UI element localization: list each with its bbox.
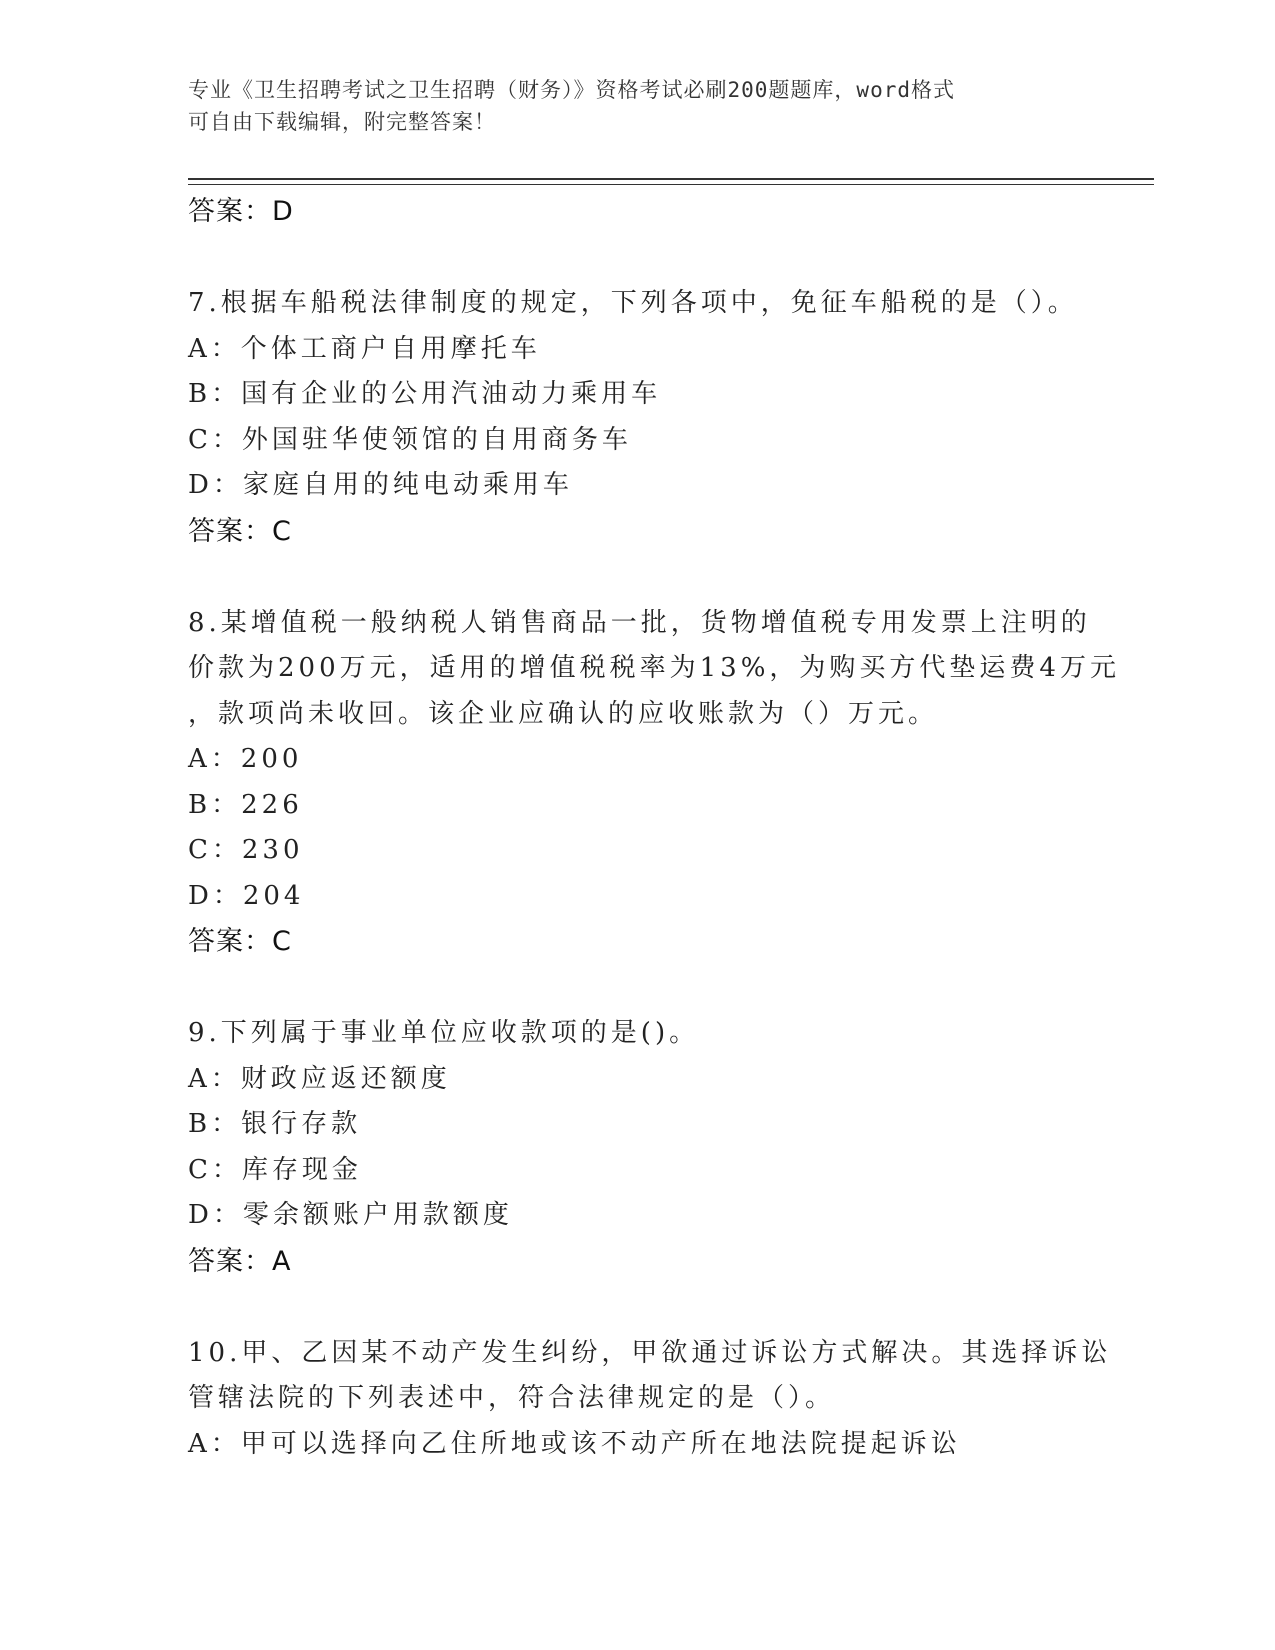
question-block bbox=[188, 601, 1120, 966]
question-block bbox=[188, 1331, 1112, 1468]
question-text: 管辖法院的下列表述中，符合法律规定的是（）。 bbox=[188, 1383, 836, 1413]
question-block bbox=[188, 1011, 1088, 1285]
question-text: 价款为200万元，适用的增值税税率为13%，为购买方代垫运费4万元 bbox=[188, 653, 1120, 683]
option-d: D：204 bbox=[188, 880, 305, 911]
answer-line: 答案：A bbox=[188, 1245, 292, 1277]
option-b: B：国有企业的公用汽油动力乘用车 bbox=[188, 379, 662, 409]
question-text: 8.某增值税一般纳税人销售商品一批，货物增值税专用发票上注明的 bbox=[188, 607, 1091, 638]
question-text: 7.根据车船税法律制度的规定，下列各项中，免征车船税的是（）。 bbox=[188, 288, 1078, 318]
option-a: A：甲可以选择向乙住所地或该不动产所在地法院提起诉讼 bbox=[188, 1428, 961, 1459]
option-c: C：库存现金 bbox=[188, 1154, 362, 1185]
option-c: C：外国驻华使领馆的自用商务车 bbox=[188, 424, 632, 455]
option-c: C：230 bbox=[188, 835, 304, 865]
header-line-2: 可自由下载编辑，附完整答案！ bbox=[188, 110, 496, 134]
question-list bbox=[188, 189, 1120, 1467]
answer-line: 答案：D bbox=[188, 196, 294, 227]
question-text: 9.下列属于事业单位应收款项的是()。 bbox=[188, 1018, 700, 1048]
header-line-1: 专业《卫生招聘考试之卫生招聘（财务）》资格考试必刷200题题库，word格式 bbox=[188, 78, 955, 102]
question-text: ，款项尚未收回。该企业应确认的应收账款为（）万元。 bbox=[188, 698, 939, 729]
header-divider-thick bbox=[188, 178, 1154, 180]
option-a: A：200 bbox=[188, 744, 303, 774]
answer-line: 答案：C bbox=[188, 926, 292, 957]
header-divider-thin bbox=[188, 184, 1154, 185]
option-d: D：家庭自用的纯电动乘用车 bbox=[188, 470, 573, 500]
answer-line: 答案：C bbox=[188, 515, 292, 547]
option-b: B：226 bbox=[188, 789, 303, 820]
question-block bbox=[188, 281, 1088, 555]
option-b: B：银行存款 bbox=[188, 1109, 362, 1139]
option-d: D：零余额账户用款额度 bbox=[188, 1200, 513, 1230]
option-a: A：个体工商户自用摩托车 bbox=[188, 333, 541, 364]
document-header bbox=[188, 74, 1068, 138]
question-text: 10.甲、乙因某不动产发生纠纷，甲欲通过诉讼方式解决。其选择诉讼 bbox=[188, 1337, 1112, 1368]
option-a: A：财政应返还额度 bbox=[188, 1063, 451, 1094]
